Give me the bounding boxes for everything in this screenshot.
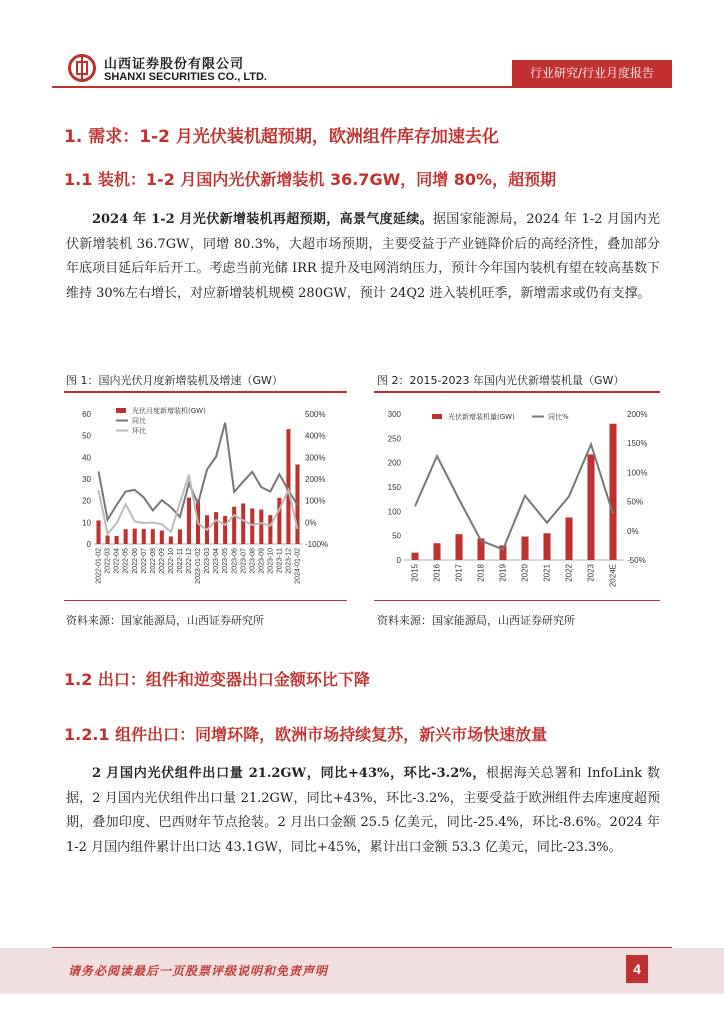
paragraph-module-exports — [66, 762, 660, 860]
x-tick-label: 2023-03 — [204, 548, 212, 574]
legend-label: 同比 — [132, 417, 146, 425]
y-left-tick-label: 100 — [387, 507, 401, 517]
x-tick-label: 2022-09 — [158, 548, 166, 574]
x-tick-label: 2020 — [520, 564, 530, 582]
x-tick-label: 2022-12 — [186, 548, 194, 574]
legend-label: 环比 — [132, 427, 146, 435]
section-title-exports: 1.2 出口：组件和逆变器出口金额环比下降 — [64, 670, 370, 689]
y-left-tick-label: 50 — [82, 431, 91, 441]
y-right-tick-label: 50% — [627, 497, 644, 507]
paragraph-lead: 2 月国内光伏组件出口量 21.2GW，同比+43%，环比-3.2%， — [92, 766, 487, 781]
subsection-title-module-exports: 1.2.1 组件出口：同增环降，欧洲市场持续复苏，新兴市场快速放量 — [64, 725, 548, 744]
y-right-tick-label: 150% — [627, 439, 648, 449]
series-line — [415, 444, 613, 549]
series-line — [99, 423, 298, 520]
y-left-tick-label: 150 — [387, 483, 401, 492]
company-logo-icon — [68, 54, 96, 82]
bar — [124, 529, 128, 544]
x-tick-label: 2023-06 — [231, 548, 239, 574]
bar — [151, 529, 155, 544]
bar — [223, 516, 227, 544]
section-title: 1. 需求：1-2 月光伏装机超预期，欧洲组件库存加速去化 — [64, 127, 499, 147]
paragraph-body: 根据海关总署和 InfoLink 数据，2 月国内光伏组件出口量 21.2GW，同比+43%，环比-3.2%，主要受益于欧洲组件去库速度超预期，叠加印度、巴西财年节点抢装。2 月出口金额 25.5 亿美元，同比-25.4%，环比-8.6%。2024 年 1-2 月国内组件累计出口达 43.1GW，同比+45%，累计出口金额 53.3 亿美元，同比-23.3%。 — [66, 766, 660, 855]
x-tick-label: 2024-01-02 — [294, 548, 302, 584]
bar — [565, 517, 572, 560]
paragraph-body: 据国家能源局，2024 年 1-2 月国内光伏新增装机 36.7GW，同增 80.3%，大超市场预期，主要受益于产业链降价后的高经济性，叠加部分年底项目延后年后开工。考虑当前光储 IRR 提升及电网消纳压力，预计今年国内装机有望在较高基数下维持 30%左右增长，对应新增装机规模 280GW，预计 24Q2 进入装机旺季，新增需求或仍有支撑。 — [66, 212, 661, 301]
x-tick-label: 2024E — [608, 564, 618, 588]
x-tick-label: 2023-10 — [267, 548, 275, 574]
y-right-tick-label: 100% — [627, 468, 648, 478]
paragraph-lead: 2024 年 1-2 月光伏新增装机再超预期，高景气度延续。 — [92, 212, 433, 227]
x-tick-label: 2023-12 — [285, 548, 293, 574]
figure1-caption: 图 1：国内光伏月度新增装机及增速（GW） — [66, 374, 283, 387]
bar — [142, 529, 146, 544]
y-left-tick-label: 40 — [82, 453, 91, 463]
x-tick-label: 2023-11 — [276, 548, 284, 574]
paragraph-installations — [66, 208, 660, 306]
legend-label: 光伏新增装机量(GW) — [448, 413, 515, 421]
y-right-tick-label: 500% — [305, 410, 326, 419]
monthly-installations-chart — [64, 396, 347, 598]
y-left-tick-label: 250 — [387, 434, 401, 444]
x-tick-label: 2022-06 — [131, 548, 139, 574]
x-tick-label: 2023-08 — [249, 548, 257, 574]
bar — [609, 424, 616, 560]
legend-label: 同比% — [548, 413, 569, 421]
y-left-tick-label: 50 — [392, 531, 401, 541]
x-tick-label: 2022-04 — [113, 548, 121, 574]
bar — [433, 543, 440, 560]
y-right-tick-label: 0% — [305, 518, 317, 528]
x-tick-label: 2023-07 — [240, 548, 248, 574]
bar — [115, 536, 119, 544]
figure2-bottom-rule — [374, 600, 660, 601]
y-right-tick-label: 0% — [627, 526, 639, 536]
bar — [169, 536, 173, 544]
x-tick-label: 2022-03 — [104, 548, 112, 574]
bar — [232, 507, 236, 544]
bar — [133, 529, 137, 544]
bar — [214, 512, 218, 544]
x-tick-label: 2022-07 — [140, 548, 148, 574]
x-tick-label: 2023-04 — [213, 548, 221, 574]
footer-disclaimer: 请务必阅读最后一页股票评级说明和免责声明 — [68, 964, 329, 978]
y-left-tick-label: 200 — [387, 458, 401, 468]
subsection-title: 1.1 装机：1-2 月国内光伏新增装机 36.7GW，同增 80%，超预期 — [64, 170, 557, 189]
x-tick-label: 2022-05 — [122, 548, 130, 574]
header-divider — [52, 86, 672, 88]
y-right-tick-label: -50% — [627, 556, 646, 565]
x-tick-label: 2022-10 — [167, 548, 175, 574]
x-tick-label: 2017 — [454, 564, 464, 582]
figure1-bottom-rule — [64, 600, 347, 601]
figure1-source: 资料来源：国家能源局，山西证券研究所 — [66, 614, 264, 627]
figure1-top-rule — [64, 391, 347, 393]
y-left-tick-label: 20 — [82, 496, 91, 506]
x-tick-label: 2022-11 — [177, 548, 185, 574]
x-tick-label: 2023-05 — [222, 548, 230, 574]
x-tick-label: 2015 — [410, 564, 420, 582]
annual-installations-chart — [374, 396, 660, 598]
bar — [259, 510, 263, 544]
y-left-tick-label: 60 — [82, 410, 91, 419]
y-left-tick-label: 0 — [396, 556, 401, 565]
y-right-tick-label: 300% — [305, 453, 326, 463]
y-right-tick-label: -100% — [305, 540, 329, 549]
bar — [241, 503, 245, 544]
bar — [96, 520, 100, 544]
bar — [106, 536, 110, 544]
y-left-tick-label: 300 — [387, 410, 401, 419]
x-tick-label: 2022-01-02 — [95, 548, 103, 584]
company-name-cn: 山西证券股份有限公司 — [104, 57, 245, 72]
x-tick-label: 2023 — [586, 564, 596, 582]
bar — [160, 531, 164, 544]
x-tick-label: 2023-01-02 — [195, 548, 203, 584]
figure2-top-rule — [374, 391, 660, 393]
figure2-caption: 图 2：2015-2023 年国内光伏新增装机量（GW） — [377, 374, 625, 387]
y-right-tick-label: 100% — [305, 496, 326, 506]
y-right-tick-label: 200% — [627, 410, 648, 419]
x-tick-label: 2022 — [564, 564, 574, 582]
x-tick-label: 2023-09 — [258, 548, 266, 574]
y-left-tick-label: 0 — [86, 540, 91, 549]
x-tick-label: 2021 — [542, 564, 552, 582]
page-number: 4 — [626, 955, 648, 983]
bar — [455, 534, 462, 560]
bar — [250, 508, 254, 544]
y-right-tick-label: 200% — [305, 475, 326, 484]
company-name-en: SHANXI SECURITIES CO., LTD. — [104, 71, 267, 83]
x-tick-label: 2022-08 — [149, 548, 157, 574]
bar — [187, 498, 191, 544]
x-tick-label: 2016 — [432, 564, 442, 582]
figure2-source: 资料来源：国家能源局，山西证券研究所 — [377, 614, 575, 627]
bar — [178, 529, 182, 544]
bar — [521, 537, 528, 560]
y-left-tick-label: 10 — [82, 518, 91, 528]
legend-swatch — [432, 414, 442, 419]
y-right-tick-label: 400% — [305, 431, 326, 441]
legend-swatch — [116, 408, 126, 413]
bar — [268, 515, 272, 544]
bar — [543, 533, 550, 560]
report-type-badge: 行业研究/行业月度报告 — [512, 60, 672, 86]
bar — [411, 553, 418, 560]
x-tick-label: 2019 — [498, 564, 508, 582]
legend-label: 光伏月度新增装机(GW) — [132, 407, 206, 415]
y-left-tick-label: 30 — [82, 475, 91, 484]
bar — [587, 454, 594, 560]
x-tick-label: 2018 — [476, 564, 486, 582]
